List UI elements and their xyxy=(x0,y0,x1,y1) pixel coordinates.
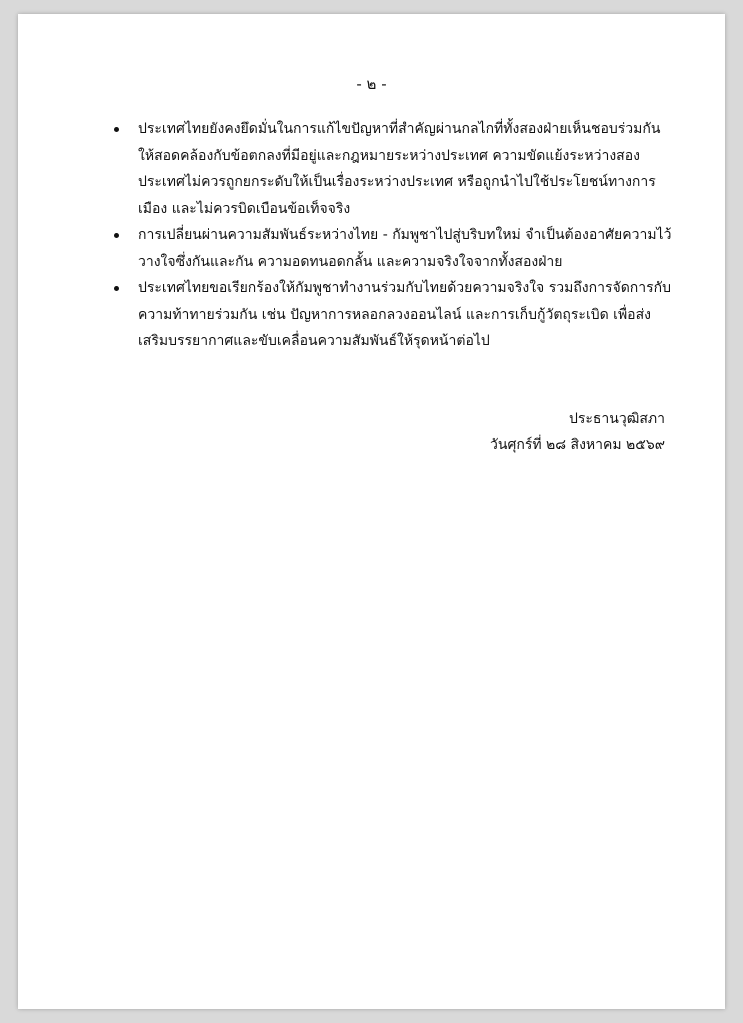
bullet-dot-icon xyxy=(114,286,119,291)
bullet-item-1 xyxy=(114,116,674,222)
bullet-text-3: ประเทศไทยขอเรียกร้องให้กัมพูชาทำงานร่วมกับไทยด้วยความจริงใจ รวมถึงการจัดการกับความท้าทายร่วมกัน เช่น ปัญหาการหลอกลวงออนไลน์ และการเก็บกู้วัตถุระเบิด เพื่อส่งเสริมบรรยากาศและขับเคลื่อนความสัมพันธ์ให้รุดหน้าต่อไป xyxy=(138,280,672,349)
signature-title: ประธานวุฒิสภา xyxy=(568,411,665,427)
document-page xyxy=(18,14,725,1009)
bullet-dot-icon xyxy=(114,233,119,238)
bullet-item-3 xyxy=(114,275,674,355)
signature-date: วันศุกร์ที่ ๒๘ สิงหาคม ๒๕๖๙ xyxy=(490,437,665,453)
bullet-text-2: การเปลี่ยนผ่านความสัมพันธ์ระหว่างไทย - กัมพูชาไปสู่บริบทใหม่ จำเป็นต้องอาศัยความไว้วางใจซึ่งกันและกัน ความอดทนอดกลั้น และความจริงใจจากทั้งสองฝ่าย xyxy=(138,227,672,270)
bullet-text-1: ประเทศไทยยังคงยึดมั่นในการแก้ไขปัญหาที่สำคัญผ่านกลไกที่ทั้งสองฝ่ายเห็นชอบร่วมกันให้สอดคล้องกับข้อตกลงที่มีอยู่และกฎหมายระหว่างประเทศ ความขัดแย้งระหว่างสองประเทศไม่ควรถูกยกระดับให้เป็นเรื่องระหว่างประเทศ หรือถูกนำไปใช้ประโยชน์ทางการเมือง และไม่ควรบิดเบือนข้อเท็จจริง xyxy=(138,121,661,217)
signature-block xyxy=(490,406,665,458)
page-number: - ๒ - xyxy=(356,75,387,93)
bullet-list xyxy=(114,116,674,355)
bullet-item-2 xyxy=(114,222,674,275)
bullet-dot-icon xyxy=(114,127,119,132)
